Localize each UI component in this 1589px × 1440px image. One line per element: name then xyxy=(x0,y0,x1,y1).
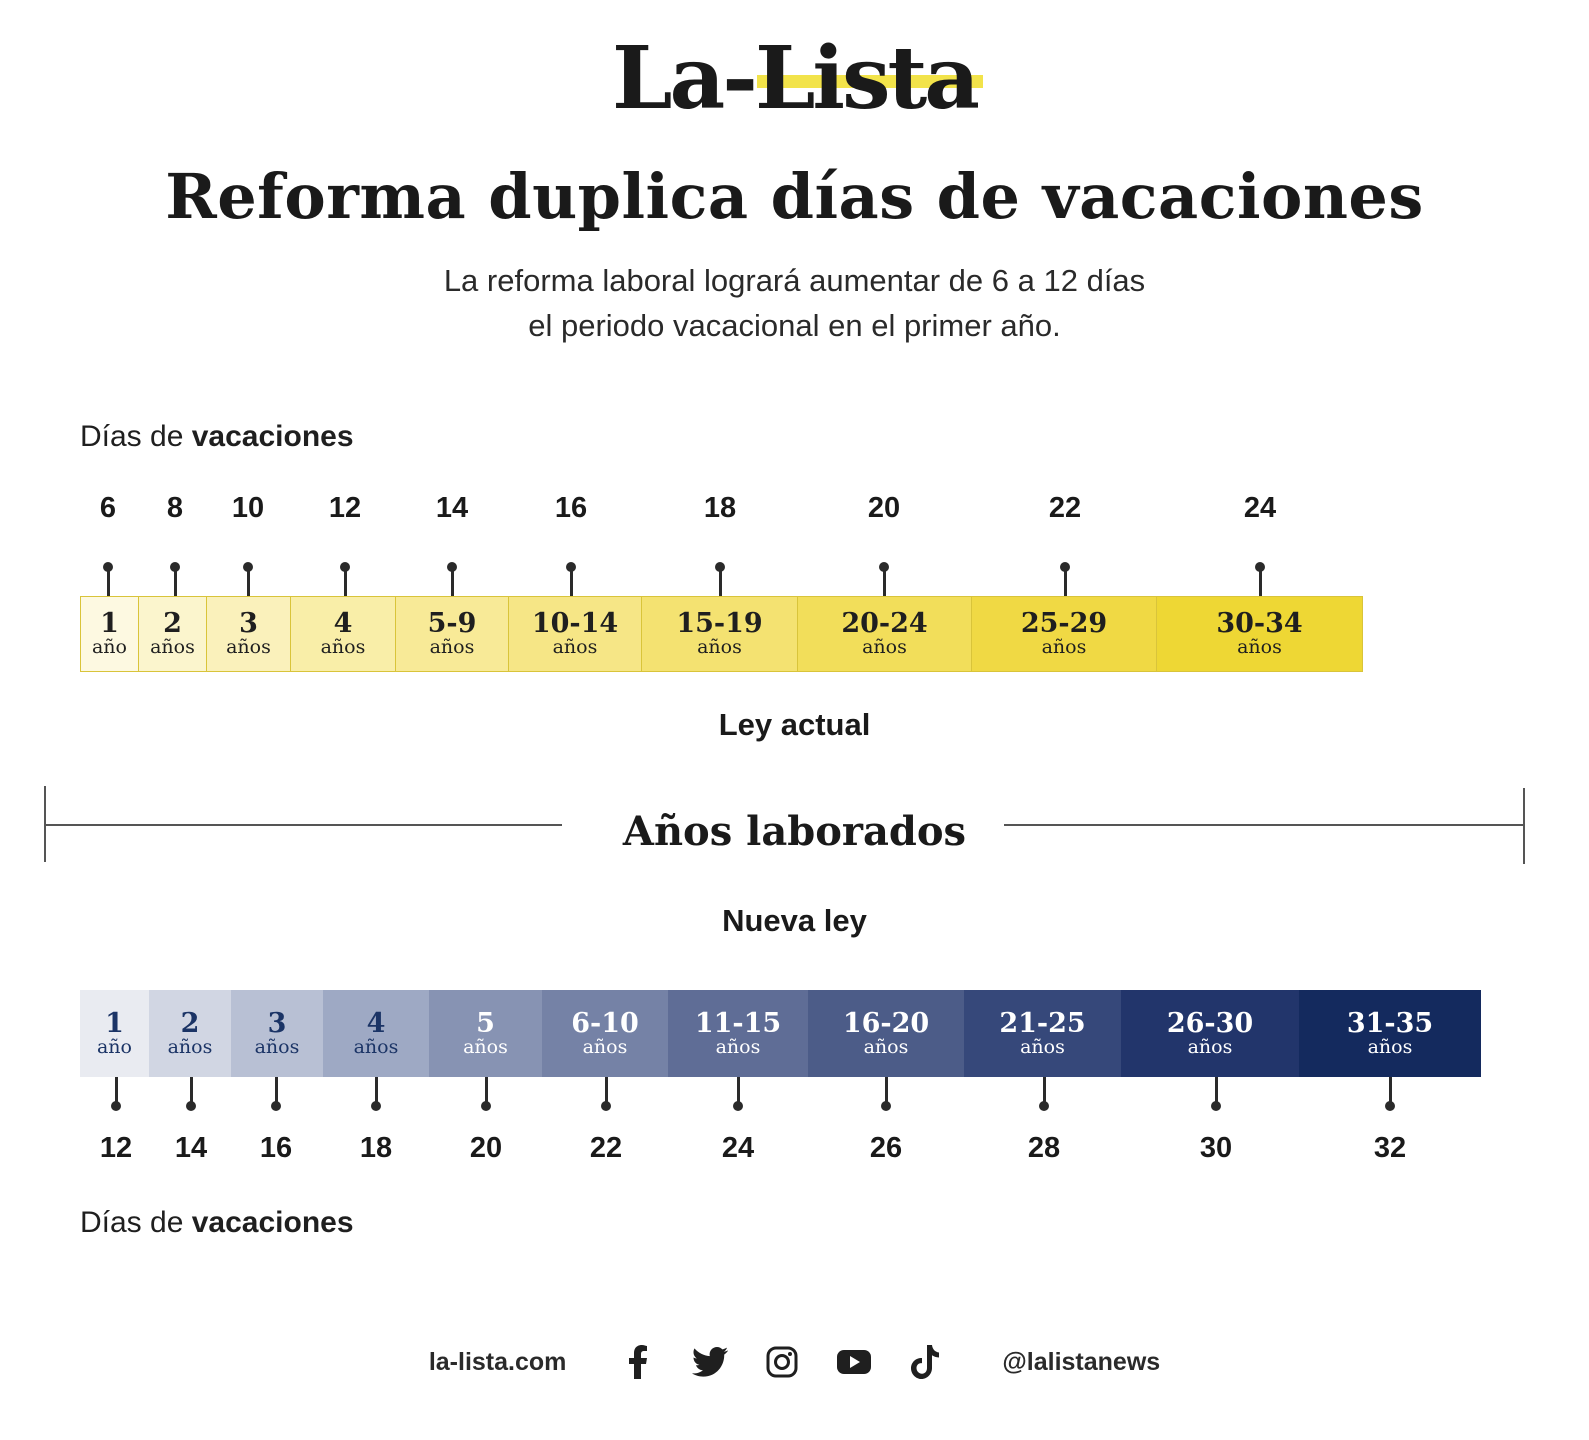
new-law-segment-unit: años xyxy=(353,1035,399,1058)
current-law-segment xyxy=(509,597,642,671)
top-axis-label xyxy=(80,420,354,454)
new-law-segment xyxy=(542,990,668,1077)
bottom-axis-label-plain: Días de xyxy=(80,1206,192,1239)
current-law-tick-stem xyxy=(451,566,454,596)
current-law-segment xyxy=(81,597,139,671)
current-law-label: Ley actual xyxy=(718,707,871,742)
current-law-days-label: 14 xyxy=(435,492,469,524)
new-law-segment-years: 26-30 xyxy=(1166,1007,1254,1039)
current-law-segment xyxy=(396,597,509,671)
page-subtitle xyxy=(0,258,1589,348)
current-law-tick-stem xyxy=(107,566,110,596)
current-law-days-label: 22 xyxy=(1048,492,1082,524)
new-law-segment-years: 4 xyxy=(366,1007,386,1039)
current-law-segment-years: 30-34 xyxy=(1216,608,1303,639)
new-law-days-label: 28 xyxy=(1027,1132,1061,1164)
new-law-segment xyxy=(1121,990,1299,1077)
new-law-segment xyxy=(964,990,1121,1077)
new-law-tick-stem xyxy=(1043,1077,1046,1105)
new-law-segment-unit: años xyxy=(1367,1035,1413,1058)
current-law-segment-years: 5-9 xyxy=(427,608,477,639)
new-law-tick-stem xyxy=(275,1077,278,1105)
logo-prefix: La- xyxy=(612,28,755,129)
instagram-icon[interactable] xyxy=(746,1342,818,1382)
footer xyxy=(0,1342,1589,1382)
subtitle-line-1: La reforma laboral logrará aumentar de 6 a 12 días xyxy=(443,263,1146,298)
current-law-segment-unit: años xyxy=(429,636,475,658)
new-law-segment-unit: años xyxy=(1020,1035,1065,1058)
new-law-segment-unit: años xyxy=(167,1035,213,1058)
new-law-segment-years: 11-15 xyxy=(694,1007,782,1039)
top-axis-label-plain: Días de xyxy=(80,420,192,453)
section-title: Años laborados xyxy=(622,808,967,855)
current-law-bar xyxy=(80,596,1363,672)
current-law-tick-stem xyxy=(344,566,347,596)
current-law-segment-unit: años xyxy=(697,636,742,658)
current-law-segment-years: 1 xyxy=(100,608,119,639)
facebook-icon[interactable] xyxy=(602,1342,674,1382)
top-axis-label-bold: vacaciones xyxy=(191,420,354,453)
brand-logo xyxy=(0,28,1589,129)
current-law-segment-unit: años xyxy=(1041,636,1087,658)
current-law-days-label: 20 xyxy=(867,492,901,524)
new-law-segment xyxy=(149,990,231,1077)
current-law-segment-unit: años xyxy=(1237,636,1282,658)
new-law-segment xyxy=(429,990,542,1077)
new-law-days-label: 24 xyxy=(721,1132,755,1164)
logo-highlight: Lista xyxy=(754,28,977,129)
current-law-days-label: 8 xyxy=(166,492,184,524)
new-law-segment xyxy=(80,990,149,1077)
current-law-days-label: 6 xyxy=(99,492,117,524)
new-law-segment-unit: años xyxy=(715,1035,761,1058)
current-law-segment-years: 2 xyxy=(163,608,182,639)
new-law-days-label: 26 xyxy=(869,1132,903,1164)
new-law-tick-stem xyxy=(375,1077,378,1105)
new-law-segment-years: 5 xyxy=(476,1007,495,1039)
new-law-bar xyxy=(80,990,1481,1077)
new-law-segment-years: 31-35 xyxy=(1346,1007,1434,1039)
new-law-segment-years: 6-10 xyxy=(571,1007,639,1039)
new-law-segment xyxy=(808,990,964,1077)
current-law-segment-years: 10-14 xyxy=(531,608,619,639)
current-law-tick-stem xyxy=(570,566,573,596)
new-law-tick-stem xyxy=(485,1077,488,1105)
new-law-segment-unit: años xyxy=(1187,1035,1233,1058)
current-law-segment-unit: año xyxy=(91,636,127,658)
current-law-tick-stem xyxy=(883,566,886,596)
divider-right-end xyxy=(1523,788,1525,864)
current-law-tick-stem xyxy=(1064,566,1067,596)
new-law-tick-stem xyxy=(1389,1077,1392,1105)
current-law-segment xyxy=(798,597,972,671)
bottom-axis-label-bold: vacaciones xyxy=(191,1206,354,1239)
current-law-segment-years: 25-29 xyxy=(1020,608,1108,639)
new-law-segment-unit: años xyxy=(582,1035,628,1058)
new-law-segment-years: 16-20 xyxy=(842,1007,930,1039)
current-law-segment-unit: años xyxy=(320,636,366,658)
current-law-segment-unit: años xyxy=(862,636,907,658)
current-law-segment xyxy=(207,597,291,671)
new-law-tick-stem xyxy=(190,1077,193,1105)
social-handle[interactable]: @lalistanews xyxy=(1002,1347,1161,1376)
current-law-segment-years: 15-19 xyxy=(676,608,763,639)
new-law-days-label: 32 xyxy=(1373,1132,1407,1164)
new-law-segment-years: 3 xyxy=(267,1007,287,1039)
current-law-days-label: 18 xyxy=(703,492,737,524)
new-law-tick-stem xyxy=(1215,1077,1218,1105)
new-law-segment-unit: años xyxy=(463,1035,508,1058)
new-law-tick-stem xyxy=(605,1077,608,1105)
tiktok-icon[interactable] xyxy=(890,1342,962,1382)
current-law-tick-stem xyxy=(174,566,177,596)
new-law-tick-stem xyxy=(115,1077,118,1105)
subtitle-line-2: el periodo vacacional en el primer año. xyxy=(528,308,1061,343)
new-law-days-label: 22 xyxy=(589,1132,623,1164)
new-law-segment-years: 1 xyxy=(105,1007,124,1039)
new-law-days-label: 20 xyxy=(469,1132,503,1164)
new-law-segment xyxy=(231,990,323,1077)
new-law-segment xyxy=(323,990,429,1077)
current-law-days-label: 24 xyxy=(1243,492,1277,524)
current-law-segment xyxy=(1157,597,1362,671)
current-law-days-label: 16 xyxy=(554,492,588,524)
new-law-segment-unit: año xyxy=(96,1035,132,1058)
current-law-tick-stem xyxy=(719,566,722,596)
new-law-segment-years: 21-25 xyxy=(999,1007,1086,1039)
divider-right-line xyxy=(1004,824,1524,826)
bottom-axis-label xyxy=(80,1206,354,1240)
new-law-segment-unit: años xyxy=(254,1035,300,1058)
current-law-segment-years: 20-24 xyxy=(841,608,928,639)
current-law-segment xyxy=(642,597,798,671)
current-law-segment xyxy=(291,597,396,671)
current-law-segment-unit: años xyxy=(150,636,195,658)
current-law-segment-years: 4 xyxy=(333,608,353,639)
current-law-segment-unit: años xyxy=(226,636,271,658)
new-law-tick-stem xyxy=(737,1077,740,1105)
new-law-days-label: 16 xyxy=(259,1132,293,1164)
new-law-days-label: 12 xyxy=(99,1132,133,1164)
youtube-icon[interactable] xyxy=(818,1342,890,1382)
current-law-segment-years: 3 xyxy=(239,608,258,639)
current-law-segment xyxy=(139,597,207,671)
new-law-tick-stem xyxy=(885,1077,888,1105)
page-title: Reforma duplica días de vacaciones xyxy=(165,160,1424,233)
new-law-segment-years: 2 xyxy=(180,1007,200,1039)
current-law-segment xyxy=(972,597,1157,671)
current-law-segment-unit: años xyxy=(552,636,598,658)
website-link[interactable]: la-lista.com xyxy=(428,1347,567,1376)
new-law-segment xyxy=(668,990,808,1077)
current-law-tick-stem xyxy=(247,566,250,596)
current-law-days-label: 12 xyxy=(328,492,362,524)
new-law-days-label: 14 xyxy=(174,1132,208,1164)
new-law-label: Nueva ley xyxy=(722,903,867,938)
current-law-tick-stem xyxy=(1259,566,1262,596)
new-law-days-label: 30 xyxy=(1199,1132,1233,1164)
new-law-segment-unit: años xyxy=(863,1035,909,1058)
new-law-days-label: 18 xyxy=(359,1132,393,1164)
twitter-icon[interactable] xyxy=(674,1342,746,1382)
current-law-days-label: 10 xyxy=(231,492,265,524)
new-law-segment xyxy=(1299,990,1481,1077)
